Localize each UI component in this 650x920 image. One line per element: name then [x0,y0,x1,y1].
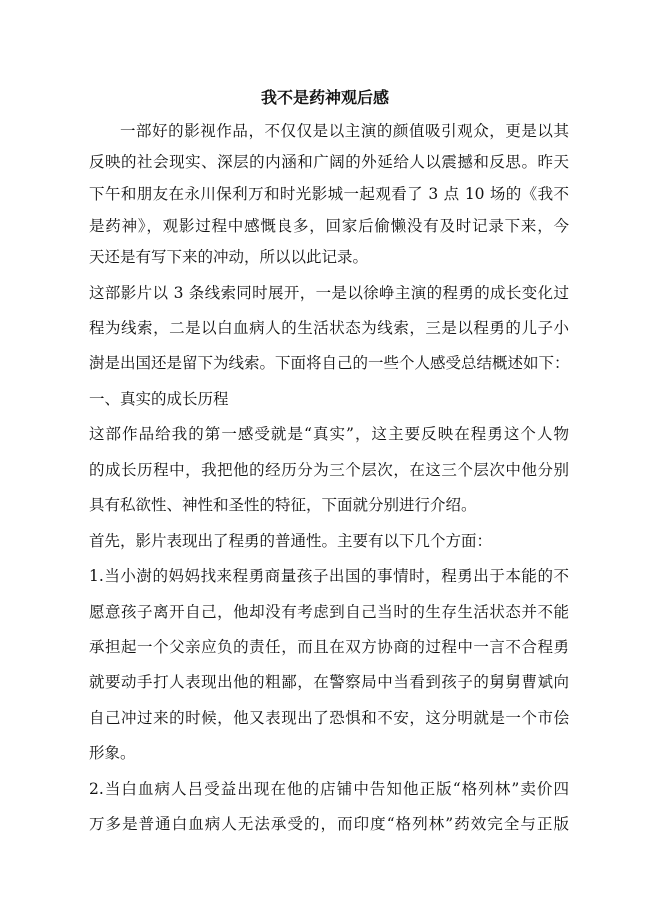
section-line: 的成长历程中，我把他的经历分为三个层次，在这三个层次中他分别 [89,461,569,479]
first-point-line: 首先，影片表现出了程勇的普通性。主要有以下几个方面： [89,532,493,550]
item1-line: 自己冲过来的时候，他又表现出了恐惧和不安，这分明就是一个市侩 [89,709,569,727]
intro-line: 一部好的影视作品，不仅仅是以主演的颜值吸引观众，更是以其 [120,122,569,140]
item1-line: 愿意孩子离开自己，他却没有考虑到自己当时的生存生活状态并不能 [89,603,569,621]
item1-line: 就要动手打人表现出他的粗鄙，在警察局中当看到孩子的舅舅曹斌向 [89,673,569,691]
structure-line: 澍是出国还是留下为线索。下面将自己的一些个人感受总结概述如下： [89,354,570,372]
intro-line: 天还是有写下来的冲动，所以以此记录。 [89,248,369,266]
intro-line: 下午和朋友在永川保利万和时光影城一起观看了 3 点 10 场的《我不 [89,185,569,203]
section-heading: 一、真实的成长历程 [89,390,229,408]
item1-line: 承担起一个父亲应负的责任，而且在双方协商的过程中一言不合程勇 [89,638,569,656]
structure-line: 这部影片以 3 条线索同时展开，一是以徐峥主演的程勇的成长变化过 [89,284,569,302]
item2-line: 2.当白血病人吕受益出现在他的店铺中告知他正版“格列林”卖价四 [89,780,569,798]
structure-line: 程为线索，二是以白血病人的生活状态为线索，三是以程勇的儿子小 [89,319,569,337]
item1-line: 形象。 [89,744,136,762]
document-title: 我不是药神观后感 [260,88,389,107]
intro-line: 是药神》，观影过程中感慨良多，回家后偷懒没有及时记录下来，今 [89,217,569,235]
intro-line: 反映的社会现实、深层的内涵和广阔的外延给人以震撼和反思。昨天 [89,153,569,171]
item2-line: 万多是普通白血病人无法承受的，而印度“格列林”药效完全与正版 [89,815,569,833]
section-line: 具有私欲性、神性和圣性的特征，下面就分别进行介绍。 [89,496,477,514]
item1-line: 1.当小澍的妈妈找来程勇商量孩子出国的事情时，程勇出于本能的不 [89,567,569,585]
section-line: 这部作品给我的第一感受就是“真实”，这主要反映在程勇这个人物 [89,425,569,443]
